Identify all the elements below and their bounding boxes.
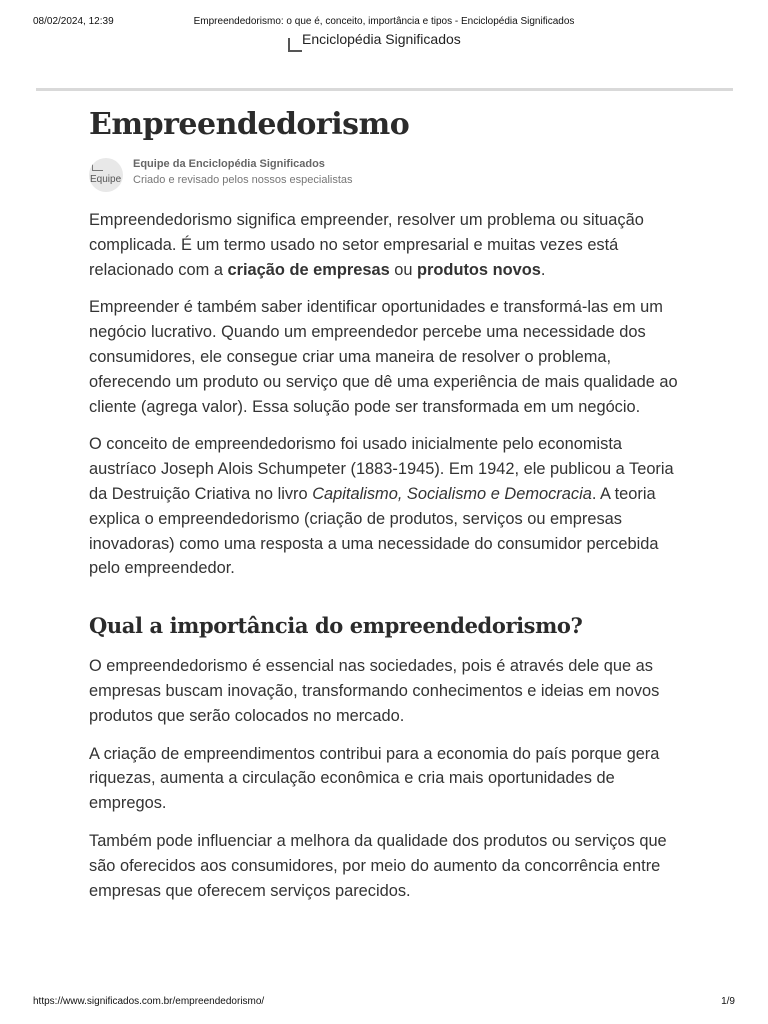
bold-term: criação de empresas xyxy=(227,260,390,279)
text-run: . A teoria explica o empreendedorismo (criação de produtos, serviços ou empresas inovadoras) como uma resposta a uma necessidade do consumidor percebida pelo empreendedor. xyxy=(89,484,659,578)
print-url: https://www.significados.com.br/empreendedorismo/ xyxy=(33,996,265,1007)
site-logo-link[interactable] xyxy=(288,32,461,54)
author-role: Criado e revisado pelos nossos especialistas xyxy=(133,174,353,186)
avatar-alt-text: Equipe xyxy=(90,174,122,185)
broken-image-icon xyxy=(92,160,103,171)
text-run: . xyxy=(540,260,546,279)
avatar xyxy=(89,158,123,192)
author-block xyxy=(89,158,681,194)
book-title: Capitalismo, Socialismo e Democracia xyxy=(312,484,592,503)
section-heading-importance: Qual a importância do empreendedorismo? xyxy=(89,613,583,639)
text-run: O conceito de empreendedorismo foi usado inicialmente pelo economista austríaco Joseph Alois Schumpeter (1883-1945). Em 1942, ele publicou a Teoria da Destruição Criativa no livro xyxy=(89,435,674,503)
intro-paragraph-1 xyxy=(89,208,681,282)
header-divider xyxy=(36,88,733,91)
print-datetime: 08/02/2024, 12:39 xyxy=(33,16,114,27)
author-name: Equipe da Enciclopédia Significados xyxy=(133,158,325,170)
text-run: ou xyxy=(389,260,418,279)
logo-alt-text: Enciclopédia Significados xyxy=(302,32,461,47)
intro-paragraph-3 xyxy=(89,432,681,581)
bold-term: produtos novos xyxy=(417,260,541,279)
article-title: Empreendedorismo xyxy=(89,107,410,142)
page-number: 1/9 xyxy=(721,996,735,1007)
print-document-title: Empreendedorismo: o que é, conceito, importância e tipos - Enciclopédia Significados xyxy=(193,16,575,27)
intro-paragraph-2: Empreender é também saber identificar oportunidades e transformá-las em um negócio lucrativo. Quando um empreendedor percebe uma necessidade dos consumidores, ele consegue criar uma maneira de resolver o problema, oferecendo um produto ou serviço que dê uma experiência de mais qualidade ao cliente (agrega valor). Essa solução pode ser transformada em um negócio. xyxy=(89,298,678,416)
section-paragraph-2: A criação de empreendimentos contribui para a economia do país porque gera riquezas, aumenta a circulação econômica e cria mais oportunidades de empregos. xyxy=(89,744,660,813)
article xyxy=(89,104,681,916)
broken-image-icon xyxy=(288,38,302,52)
text-run: Empreendedorismo significa empreender, resolver um problema ou situação complicada. É um termo usado no setor empresarial e muitas vezes está relacionado com a xyxy=(89,211,644,279)
section-paragraph-1: O empreendedorismo é essencial nas sociedades, pois é através dele que as empresas buscam inovação, transformando conhecimentos e ideias em novos produtos que serão colocados no mercado. xyxy=(89,657,660,725)
section-paragraph-3: Também pode influenciar a melhora da qualidade dos produtos ou serviços que são oferecidos aos consumidores, por meio do aumento da concorrência entre empresas que oferecem serviços parecidos. xyxy=(89,831,667,900)
